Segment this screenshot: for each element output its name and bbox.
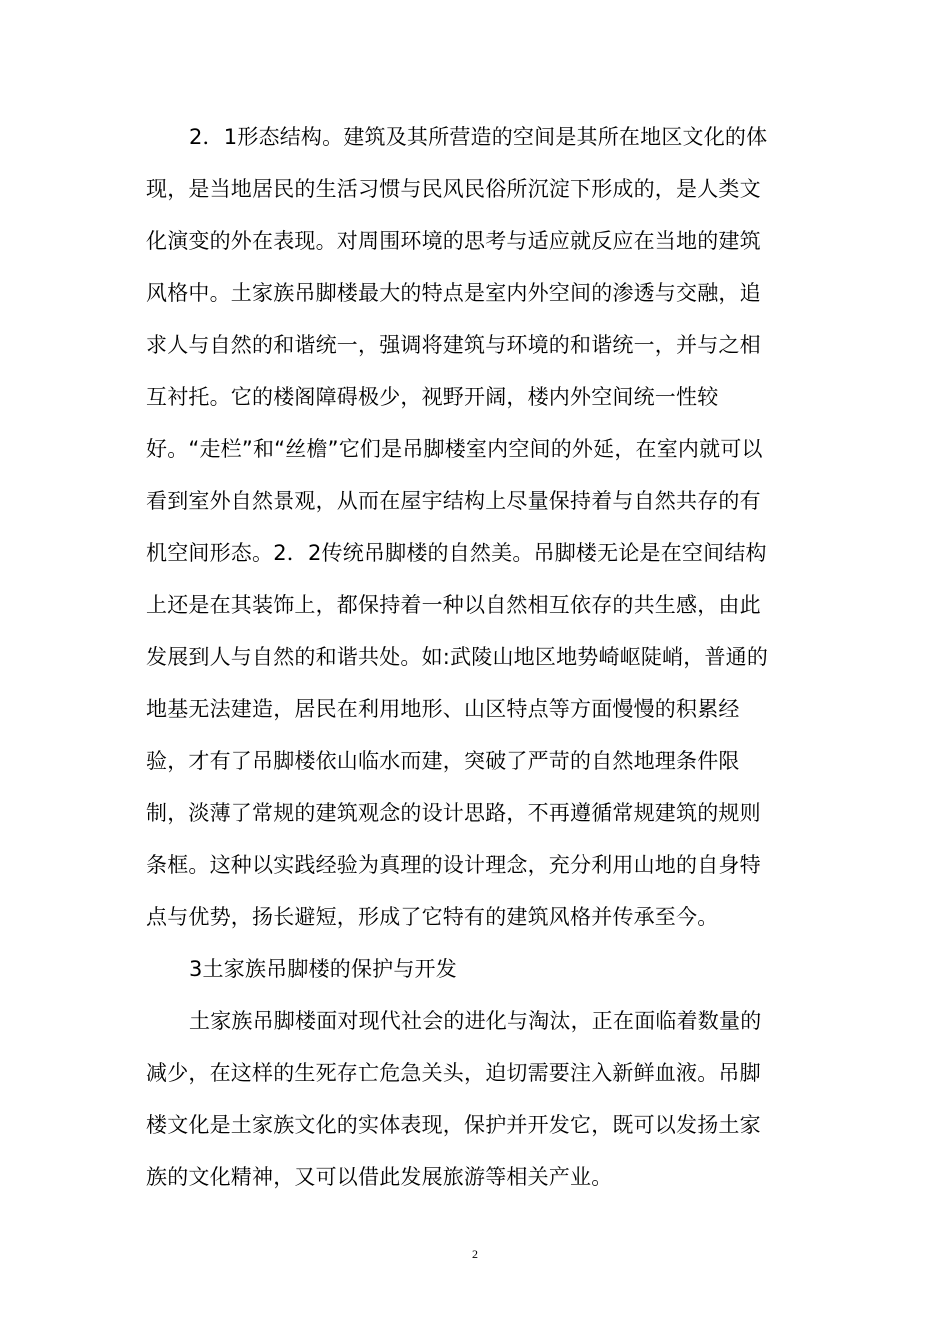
body-text-line: 好。“走栏”和“丝檐”它们是吊脚楼室内空间的外延，在室内就可以 (146, 437, 763, 461)
page-number: 2 (472, 1247, 478, 1261)
body-text-line: 互衬托。它的楼阁障碍极少，视野开阔，楼内外空间统一性较 (146, 385, 719, 409)
body-text-line: 土家族吊脚楼面对现代社会的进化与淘汰，正在面临着数量的 (189, 1009, 762, 1033)
body-text-line: 风格中。土家族吊脚楼最大的特点是室内外空间的渗透与交融，追 (146, 281, 761, 305)
body-text-line: 上还是在其装饰上，都保持着一种以自然相互依存的共生感，由此 (146, 593, 761, 617)
body-text-line: 验，才有了吊脚楼依山临水而建，突破了严苛的自然地理条件限 (146, 749, 740, 773)
body-text-line: 现，是当地居民的生活习惯与民风民俗所沉淀下形成的，是人类文 (146, 177, 761, 201)
body-text-line: 制，淡薄了常规的建筑观念的设计思路，不再遵循常规建筑的规则 (146, 801, 761, 825)
body-text-line: 2．1形态结构。建筑及其所营造的空间是其所在地区文化的体 (189, 125, 768, 149)
body-text-line: 楼文化是土家族文化的实体表现，保护并开发它，既可以发扬土家 (146, 1113, 761, 1137)
body-text-line: 求人与自然的和谐统一，强调将建筑与环境的和谐统一，并与之相 (146, 333, 761, 357)
body-text-line: 点与优势，扬长避短，形成了它特有的建筑风格并传承至今。 (146, 905, 719, 929)
body-text-line: 机空间形态。2．2传统吊脚楼的自然美。吊脚楼无论是在空间结构 (146, 541, 767, 565)
body-text-line: 发展到人与自然的和谐共处。如:武陵山地区地势崎岖陡峭，普通的 (146, 645, 769, 669)
body-text-line: 化演变的外在表现。对周围环境的思考与适应就反应在当地的建筑 (146, 229, 761, 253)
body-text-line: 减少，在这样的生死存亡危急关头，迫切需要注入新鲜血液。吊脚 (146, 1061, 761, 1085)
body-text-line: 看到室外自然景观，从而在屋宇结构上尽量保持着与自然共存的有 (146, 489, 761, 513)
body-text-line: 族的文化精神，又可以借此发展旅游等相关产业。 (146, 1165, 613, 1189)
body-text-line: 条框。这种以实践经验为真理的设计理念，充分利用山地的自身特 (146, 853, 761, 877)
body-text-line: 地基无法建造，居民在利用地形、山区特点等方面慢慢的积累经 (146, 697, 740, 721)
section-heading: 3土家族吊脚楼的保护与开发 (189, 957, 457, 981)
